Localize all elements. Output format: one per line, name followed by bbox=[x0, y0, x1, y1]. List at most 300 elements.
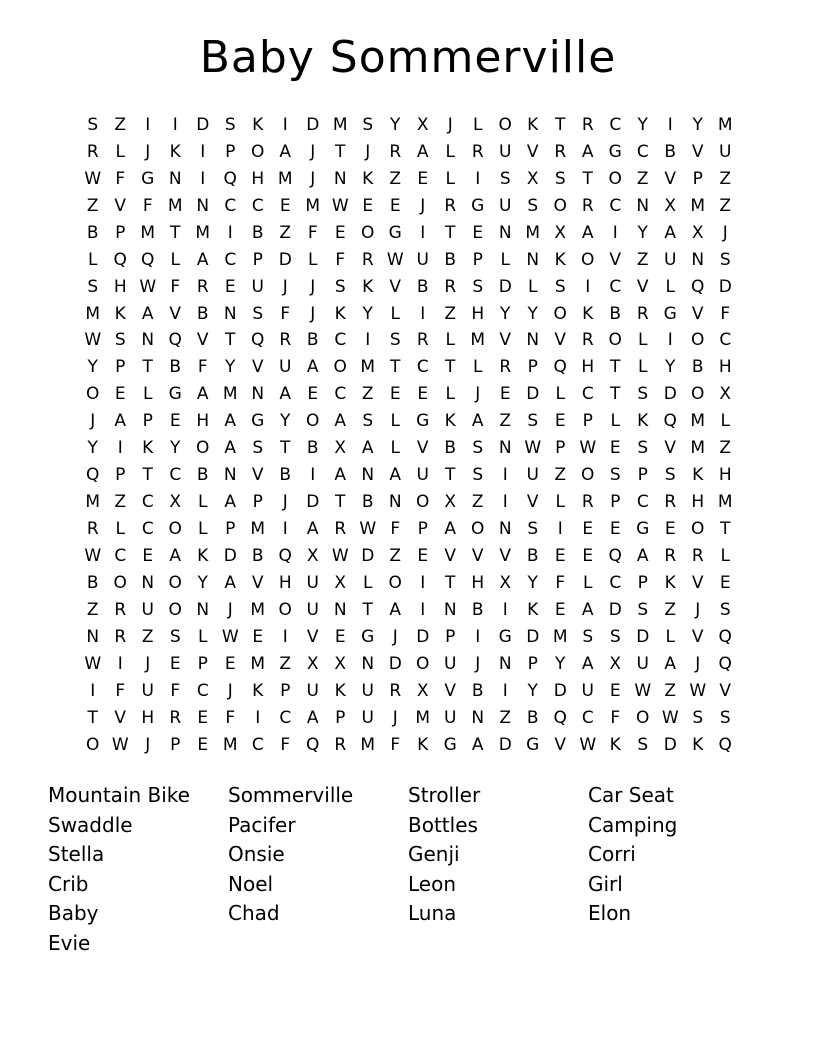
grid-cell: I bbox=[585, 276, 591, 297]
grid-cell: X bbox=[499, 572, 512, 593]
grid-cell: N bbox=[333, 599, 347, 620]
grid-cell: R bbox=[169, 707, 182, 728]
grid-cell: K bbox=[609, 734, 621, 755]
grid-cell: C bbox=[114, 545, 127, 566]
grid-cell: B bbox=[306, 330, 319, 351]
grid-cell: P bbox=[610, 492, 621, 513]
grid-cell: A bbox=[471, 411, 484, 432]
grid-cell: R bbox=[554, 141, 567, 162]
grid-cell: X bbox=[169, 492, 182, 513]
grid-cell: Z bbox=[114, 114, 127, 135]
grid-cell: E bbox=[389, 195, 401, 216]
grid-cell: T bbox=[610, 384, 621, 405]
grid-cell: F bbox=[390, 519, 401, 540]
grid-cell: B bbox=[664, 141, 677, 162]
grid-cell: R bbox=[444, 276, 457, 297]
grid-cell: M bbox=[195, 222, 211, 243]
grid-cell: J bbox=[695, 599, 701, 620]
grid-cell: O bbox=[553, 195, 567, 216]
grid-cell: Y bbox=[280, 411, 291, 432]
grid-cell: Y bbox=[637, 114, 648, 135]
grid-cell: U bbox=[719, 141, 732, 162]
grid-cell: I bbox=[255, 707, 261, 728]
grid-cell: L bbox=[445, 168, 455, 189]
grid-cell: F bbox=[115, 680, 126, 701]
grid-cell: X bbox=[719, 384, 732, 405]
grid-cell: A bbox=[141, 303, 154, 324]
grid-cell: V bbox=[609, 249, 622, 270]
grid-cell: A bbox=[636, 545, 649, 566]
grid-cell: A bbox=[224, 438, 237, 459]
grid-cell: M bbox=[222, 734, 238, 755]
grid-cell: B bbox=[691, 357, 704, 378]
grid-cell: V bbox=[251, 357, 264, 378]
grid-cell: Z bbox=[554, 465, 567, 486]
grid-cell: C bbox=[581, 384, 594, 405]
grid-cell: V bbox=[691, 141, 704, 162]
grid-cell: I bbox=[282, 519, 288, 540]
grid-cell: U bbox=[141, 680, 154, 701]
grid-cell: Q bbox=[113, 249, 127, 270]
grid-cell: V bbox=[169, 303, 182, 324]
grid-cell: Y bbox=[390, 114, 401, 135]
grid-cell: S bbox=[224, 114, 236, 135]
grid-cell: V bbox=[251, 465, 264, 486]
grid-cell: E bbox=[554, 545, 566, 566]
grid-cell: E bbox=[472, 222, 484, 243]
grid-cell: N bbox=[691, 249, 705, 270]
grid-cell: B bbox=[196, 303, 209, 324]
grid-cell: E bbox=[417, 384, 429, 405]
grid-cell: T bbox=[335, 141, 346, 162]
grid-cell: P bbox=[252, 492, 263, 513]
grid-cell: V bbox=[444, 680, 457, 701]
word-list-item: Noel bbox=[228, 871, 274, 896]
grid-cell: G bbox=[416, 411, 430, 432]
grid-cell: F bbox=[197, 357, 208, 378]
grid-cell: E bbox=[499, 384, 511, 405]
grid-cell: L bbox=[363, 572, 373, 593]
grid-cell: C bbox=[609, 572, 622, 593]
grid-cell: T bbox=[170, 222, 181, 243]
grid-cell: L bbox=[720, 545, 730, 566]
grid-cell: S bbox=[472, 465, 484, 486]
grid-cell: O bbox=[278, 599, 292, 620]
grid-cell: I bbox=[200, 141, 206, 162]
grid-cell: J bbox=[145, 141, 151, 162]
grid-cell: Q bbox=[553, 357, 567, 378]
grid-cell: G bbox=[443, 734, 457, 755]
grid-cell: C bbox=[581, 707, 594, 728]
grid-cell: V bbox=[526, 141, 539, 162]
grid-cell: K bbox=[582, 303, 594, 324]
grid-cell: M bbox=[690, 438, 706, 459]
grid-cell: H bbox=[691, 492, 705, 513]
grid-cell: M bbox=[360, 357, 376, 378]
grid-cell: N bbox=[196, 195, 210, 216]
word-list-column bbox=[228, 781, 408, 959]
grid-cell: P bbox=[637, 465, 648, 486]
grid-cell: A bbox=[224, 572, 237, 593]
grid-cell: B bbox=[444, 438, 457, 459]
grid-cell: Q bbox=[141, 249, 155, 270]
grid-cell: F bbox=[170, 276, 181, 297]
grid-cell: E bbox=[609, 680, 621, 701]
grid-cell: J bbox=[365, 141, 371, 162]
grid-cell: Y bbox=[197, 572, 208, 593]
grid-cell: K bbox=[527, 114, 539, 135]
grid-cell: B bbox=[306, 438, 319, 459]
grid-cell: W bbox=[221, 626, 239, 647]
grid-cell: F bbox=[280, 303, 291, 324]
grid-cell: P bbox=[417, 519, 428, 540]
grid-cell: Z bbox=[279, 222, 292, 243]
grid-cell: C bbox=[334, 384, 347, 405]
grid-cell: A bbox=[224, 492, 237, 513]
grid-cell: X bbox=[609, 653, 622, 674]
grid-cell: R bbox=[664, 545, 677, 566]
grid-cell: E bbox=[197, 707, 209, 728]
grid-cell: Y bbox=[555, 653, 566, 674]
grid-cell: H bbox=[471, 572, 485, 593]
grid-cell: O bbox=[691, 330, 705, 351]
grid-cell: A bbox=[114, 411, 127, 432]
grid-cell: O bbox=[608, 168, 622, 189]
grid-cell: V bbox=[499, 545, 512, 566]
grid-cell: U bbox=[306, 680, 319, 701]
grid-cell: G bbox=[636, 519, 650, 540]
grid-cell: U bbox=[499, 195, 512, 216]
grid-cell: Y bbox=[637, 222, 648, 243]
grid-cell: J bbox=[145, 734, 151, 755]
grid-cell: L bbox=[583, 572, 593, 593]
grid-cell: V bbox=[719, 680, 732, 701]
grid-cell: H bbox=[196, 411, 210, 432]
grid-cell: Z bbox=[664, 599, 677, 620]
grid-cell: D bbox=[498, 276, 512, 297]
grid-cell: V bbox=[526, 492, 539, 513]
grid-cell: Z bbox=[389, 168, 402, 189]
grid-cell: V bbox=[691, 572, 704, 593]
grid-cell: O bbox=[553, 303, 567, 324]
grid-cell: V bbox=[664, 168, 677, 189]
grid-cell: C bbox=[279, 707, 292, 728]
grid-cell: E bbox=[334, 626, 346, 647]
grid-cell: S bbox=[114, 330, 126, 351]
grid-cell: I bbox=[420, 599, 426, 620]
grid-cell: M bbox=[167, 195, 183, 216]
grid-cell: I bbox=[227, 222, 233, 243]
grid-cell: W bbox=[331, 195, 349, 216]
grid-cell: S bbox=[719, 707, 731, 728]
grid-cell: K bbox=[362, 276, 374, 297]
grid-cell: M bbox=[717, 114, 733, 135]
grid-cell: A bbox=[361, 438, 374, 459]
grid-cell: Q bbox=[691, 276, 705, 297]
grid-cell: N bbox=[168, 168, 182, 189]
grid-cell: G bbox=[471, 195, 485, 216]
grid-cell: S bbox=[472, 438, 484, 459]
grid-cell: W bbox=[331, 545, 349, 566]
grid-cell: D bbox=[636, 626, 650, 647]
grid-cell: B bbox=[471, 599, 484, 620]
grid-cell: D bbox=[196, 114, 210, 135]
grid-cell: L bbox=[445, 384, 455, 405]
grid-cell: P bbox=[170, 734, 181, 755]
grid-cell: I bbox=[365, 330, 371, 351]
grid-cell: U bbox=[636, 653, 649, 674]
grid-cell: L bbox=[198, 626, 208, 647]
grid-cell: I bbox=[117, 438, 123, 459]
grid-cell: I bbox=[475, 168, 481, 189]
grid-cell: O bbox=[581, 465, 595, 486]
grid-cell: P bbox=[225, 519, 236, 540]
grid-cell: W bbox=[386, 249, 404, 270]
word-list-item: Onsie bbox=[228, 842, 285, 867]
grid-cell: A bbox=[444, 519, 457, 540]
grid-cell: Q bbox=[251, 330, 265, 351]
grid-cell: C bbox=[609, 114, 622, 135]
grid-cell: W bbox=[84, 168, 102, 189]
grid-cell: I bbox=[420, 303, 426, 324]
grid-cell: V bbox=[554, 734, 567, 755]
grid-cell: O bbox=[306, 411, 320, 432]
grid-cell: U bbox=[279, 357, 292, 378]
word-list-item: Elon bbox=[588, 901, 632, 926]
grid-cell: G bbox=[498, 626, 512, 647]
grid-cell: F bbox=[390, 734, 401, 755]
grid-cell: K bbox=[527, 599, 539, 620]
grid-cell: O bbox=[86, 734, 100, 755]
grid-cell: N bbox=[526, 330, 540, 351]
grid-cell: L bbox=[555, 384, 565, 405]
grid-cell: C bbox=[196, 680, 209, 701]
grid-cell: S bbox=[554, 168, 566, 189]
grid-cell: O bbox=[416, 653, 430, 674]
grid-cell: I bbox=[90, 680, 96, 701]
grid-cell: B bbox=[196, 465, 209, 486]
grid-cell: A bbox=[306, 707, 319, 728]
grid-cell: L bbox=[610, 411, 620, 432]
grid-cell: C bbox=[141, 519, 154, 540]
grid-cell: S bbox=[389, 330, 401, 351]
grid-cell: N bbox=[498, 653, 512, 674]
grid-cell: R bbox=[86, 519, 99, 540]
grid-cell: S bbox=[169, 626, 181, 647]
grid-cell: A bbox=[196, 384, 209, 405]
grid-cell: T bbox=[225, 330, 236, 351]
grid-cell: S bbox=[87, 276, 99, 297]
grid-cell: C bbox=[416, 357, 429, 378]
grid-cell: S bbox=[664, 465, 676, 486]
grid-cell: A bbox=[334, 411, 347, 432]
grid-cell: E bbox=[389, 384, 401, 405]
word-list-item: Car Seat bbox=[588, 783, 674, 807]
grid-cell: K bbox=[197, 545, 209, 566]
grid-cell: L bbox=[665, 626, 675, 647]
grid-cell: Z bbox=[279, 653, 292, 674]
grid-cell: M bbox=[690, 195, 706, 216]
grid-cell: J bbox=[447, 114, 453, 135]
grid-cell: O bbox=[333, 357, 347, 378]
grid-cell: K bbox=[444, 411, 456, 432]
grid-cell: X bbox=[526, 168, 539, 189]
grid-cell: R bbox=[279, 330, 292, 351]
grid-cell: R bbox=[334, 519, 347, 540]
grid-cell: J bbox=[695, 653, 701, 674]
grid-cell: E bbox=[224, 653, 236, 674]
grid-cell: S bbox=[609, 465, 621, 486]
grid-cell: W bbox=[359, 519, 377, 540]
grid-cell: F bbox=[280, 734, 291, 755]
grid-cell: Q bbox=[306, 734, 320, 755]
grid-cell: Z bbox=[719, 438, 732, 459]
grid-cell: D bbox=[278, 249, 292, 270]
grid-cell: I bbox=[117, 653, 123, 674]
grid-cell: E bbox=[417, 168, 429, 189]
grid-cell: W bbox=[689, 680, 707, 701]
grid-cell: S bbox=[252, 438, 264, 459]
word-list-item: Luna bbox=[408, 901, 457, 926]
grid-cell: A bbox=[581, 141, 594, 162]
grid-cell: D bbox=[663, 384, 677, 405]
word-list-item: Baby bbox=[48, 901, 99, 926]
grid-cell: M bbox=[250, 599, 266, 620]
grid-cell: O bbox=[251, 141, 265, 162]
grid-cell: E bbox=[114, 384, 126, 405]
grid-cell: G bbox=[526, 734, 540, 755]
grid-cell: I bbox=[200, 168, 206, 189]
grid-cell: A bbox=[581, 653, 594, 674]
grid-cell: H bbox=[251, 168, 265, 189]
grid-cell: J bbox=[145, 653, 151, 674]
grid-cell: I bbox=[502, 465, 508, 486]
grid-cell: U bbox=[306, 599, 319, 620]
grid-cell: I bbox=[282, 626, 288, 647]
grid-cell: L bbox=[308, 249, 318, 270]
grid-cell: Z bbox=[719, 195, 732, 216]
grid-cell: K bbox=[417, 734, 429, 755]
grid-cell: V bbox=[114, 707, 127, 728]
grid-cell: N bbox=[636, 195, 650, 216]
grid-cell: X bbox=[554, 222, 567, 243]
grid-cell: K bbox=[664, 572, 676, 593]
grid-cell: R bbox=[196, 276, 209, 297]
grid-cell: H bbox=[581, 357, 595, 378]
word-list bbox=[48, 781, 768, 959]
grid-cell: D bbox=[416, 626, 430, 647]
grid-cell: V bbox=[114, 195, 127, 216]
grid-cell: Q bbox=[86, 465, 100, 486]
grid-cell: N bbox=[471, 707, 485, 728]
word-list-item: Sommerville bbox=[228, 783, 354, 807]
grid-cell: A bbox=[581, 599, 594, 620]
grid-cell: P bbox=[445, 626, 456, 647]
grid-cell: V bbox=[499, 330, 512, 351]
grid-cell: O bbox=[498, 114, 512, 135]
grid-cell: K bbox=[169, 141, 181, 162]
grid-cell: G bbox=[168, 384, 182, 405]
grid-cell: F bbox=[610, 707, 621, 728]
grid-cell: L bbox=[143, 384, 153, 405]
grid-cell: Y bbox=[362, 303, 373, 324]
word-list-column bbox=[408, 781, 588, 959]
grid-cell: L bbox=[638, 330, 648, 351]
grid-cell: P bbox=[555, 438, 566, 459]
grid-cell: C bbox=[141, 492, 154, 513]
grid-cell: P bbox=[692, 168, 703, 189]
grid-cell: H bbox=[113, 276, 127, 297]
grid-cell: T bbox=[142, 465, 153, 486]
grid-cell: E bbox=[307, 384, 319, 405]
grid-cell: E bbox=[142, 545, 154, 566]
grid-cell: K bbox=[142, 438, 154, 459]
grid-cell: F bbox=[225, 707, 236, 728]
grid-cell: J bbox=[475, 384, 481, 405]
grid-cell: U bbox=[251, 276, 264, 297]
grid-cell: S bbox=[582, 626, 594, 647]
grid-cell: S bbox=[362, 114, 374, 135]
grid-cell: M bbox=[470, 330, 486, 351]
grid-cell: W bbox=[84, 653, 102, 674]
grid-cell: V bbox=[251, 572, 264, 593]
grid-cell: X bbox=[334, 653, 347, 674]
grid-cell: Y bbox=[500, 303, 511, 324]
grid-cell: B bbox=[279, 465, 292, 486]
grid-cell: Z bbox=[636, 168, 649, 189]
grid-cell: Q bbox=[718, 734, 732, 755]
grid-cell: J bbox=[392, 626, 398, 647]
grid-cell: J bbox=[475, 653, 481, 674]
grid-cell: B bbox=[416, 276, 429, 297]
grid-cell: R bbox=[114, 626, 127, 647]
word-list-item: Stroller bbox=[408, 783, 481, 807]
grid-cell: D bbox=[306, 114, 320, 135]
grid-cell: K bbox=[114, 303, 126, 324]
grid-cell: P bbox=[582, 411, 593, 432]
grid-cell: L bbox=[390, 438, 400, 459]
grid-cell: Z bbox=[86, 599, 99, 620]
grid-cell: X bbox=[664, 195, 677, 216]
grid-cell: F bbox=[142, 195, 153, 216]
grid-cell: J bbox=[310, 141, 316, 162]
grid-cell: R bbox=[581, 195, 594, 216]
grid-cell: E bbox=[582, 519, 594, 540]
grid-cell: J bbox=[420, 195, 426, 216]
grid-cell: G bbox=[388, 222, 402, 243]
grid-cell: R bbox=[636, 303, 649, 324]
grid-cell: C bbox=[224, 195, 237, 216]
grid-cell: I bbox=[612, 222, 618, 243]
grid-cell: P bbox=[280, 680, 291, 701]
grid-cell: K bbox=[252, 680, 264, 701]
grid-cell: X bbox=[334, 572, 347, 593]
grid-cell: R bbox=[581, 330, 594, 351]
grid-cell: C bbox=[251, 734, 264, 755]
grid-cell: C bbox=[251, 195, 264, 216]
grid-cell: B bbox=[251, 545, 264, 566]
grid-cell: L bbox=[528, 276, 538, 297]
grid-cell: X bbox=[691, 222, 704, 243]
grid-cell: D bbox=[526, 384, 540, 405]
grid-cell: L bbox=[473, 114, 483, 135]
grid-cell: V bbox=[636, 276, 649, 297]
grid-cell: S bbox=[719, 599, 731, 620]
grid-cell: I bbox=[282, 114, 288, 135]
grid-cell: N bbox=[498, 438, 512, 459]
grid-cell: O bbox=[691, 384, 705, 405]
grid-cell: F bbox=[555, 572, 566, 593]
